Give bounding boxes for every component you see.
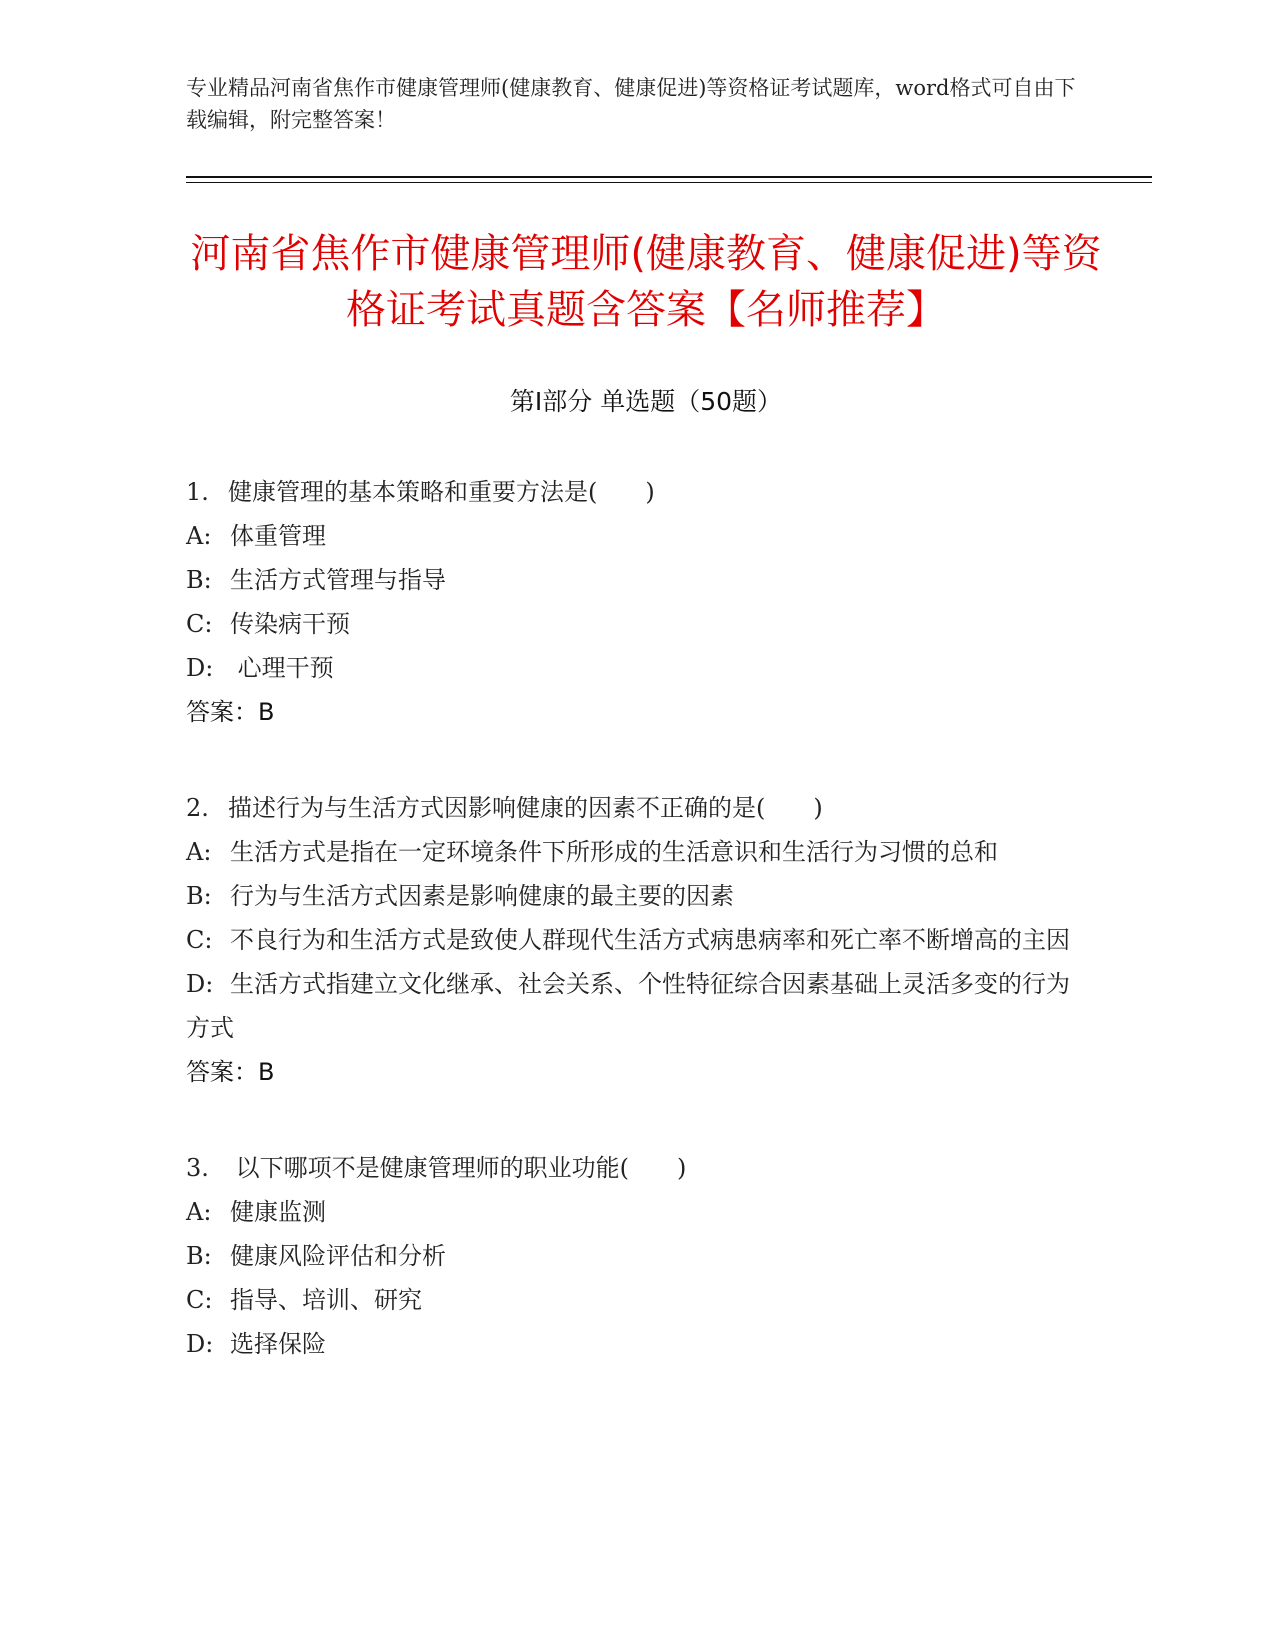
question-text: 描述行为与生活方式因影响健康的因素不正确的是( ) (228, 794, 823, 822)
header-rule-thin (186, 182, 1152, 183)
question-list (186, 470, 1076, 1418)
option-c (186, 1278, 1076, 1322)
option-letter: B: (186, 1242, 212, 1270)
option-letter: B: (186, 566, 212, 594)
option-b (186, 558, 1076, 602)
question-stem (186, 470, 1076, 514)
option-letter: C: (186, 1286, 213, 1314)
section-heading: 第Ⅰ部分 单选题（50题） (509, 387, 783, 416)
option-letter: B: (186, 882, 212, 910)
option-letter: A: (186, 1198, 212, 1226)
option-d (186, 962, 1076, 1050)
option-a (186, 830, 1076, 874)
option-d (186, 1322, 1076, 1366)
option-b (186, 1234, 1076, 1278)
option-letter: D: (186, 654, 214, 682)
option-text: 生活方式指建立文化继承、社会关系、个性特征综合因素基础上灵活多变的行为方式 (186, 970, 1070, 1042)
option-letter: C: (186, 610, 213, 638)
question-number: 2. (186, 794, 209, 822)
option-letter: D: (186, 1330, 214, 1358)
option-b (186, 874, 1076, 918)
header-note: 专业精品河南省焦作市健康管理师(健康教育、健康促进)等资格证考试题库，word格式可自由下载编辑，附完整答案！ (186, 76, 1076, 132)
answer-line: 答案：B (186, 1058, 275, 1086)
option-text: 心理干预 (230, 654, 334, 682)
option-letter: C: (186, 926, 213, 954)
answer-line: 答案：B (186, 698, 275, 726)
option-text: 健康风险评估和分析 (230, 1242, 446, 1270)
option-letter: D: (186, 970, 214, 998)
option-a (186, 514, 1076, 558)
question-number: 1. (186, 478, 209, 506)
question-stem (186, 1146, 1076, 1190)
document-title: 河南省焦作市健康管理师(健康教育、健康促进)等资格证考试真题含答案【名师推荐】 (190, 231, 1102, 333)
question-text: 以下哪项不是健康管理师的职业功能( ) (228, 1154, 687, 1182)
option-c (186, 918, 1076, 962)
option-text: 选择保险 (230, 1330, 326, 1358)
option-d (186, 646, 1076, 690)
question-text: 健康管理的基本策略和重要方法是( ) (228, 478, 655, 506)
option-text: 传染病干预 (230, 610, 350, 638)
option-text: 体重管理 (230, 522, 326, 550)
option-a (186, 1190, 1076, 1234)
option-text: 行为与生活方式因素是影响健康的最主要的因素 (230, 882, 734, 910)
option-c (186, 602, 1076, 646)
option-letter: A: (186, 838, 212, 866)
question-1 (186, 470, 1076, 734)
option-text: 生活方式是指在一定环境条件下所形成的生活意识和生活行为习惯的总和 (230, 838, 998, 866)
option-text: 不良行为和生活方式是致使人群现代生活方式病患病率和死亡率不断增高的主因 (230, 926, 1070, 954)
question-number: 3. (186, 1154, 209, 1182)
question-2 (186, 786, 1076, 1094)
question-stem (186, 786, 1076, 830)
header-rule-thick (186, 176, 1152, 178)
option-text: 指导、培训、研究 (230, 1286, 422, 1314)
option-text: 健康监测 (230, 1198, 326, 1226)
option-text: 生活方式管理与指导 (230, 566, 446, 594)
option-letter: A: (186, 522, 212, 550)
question-3 (186, 1146, 1076, 1366)
